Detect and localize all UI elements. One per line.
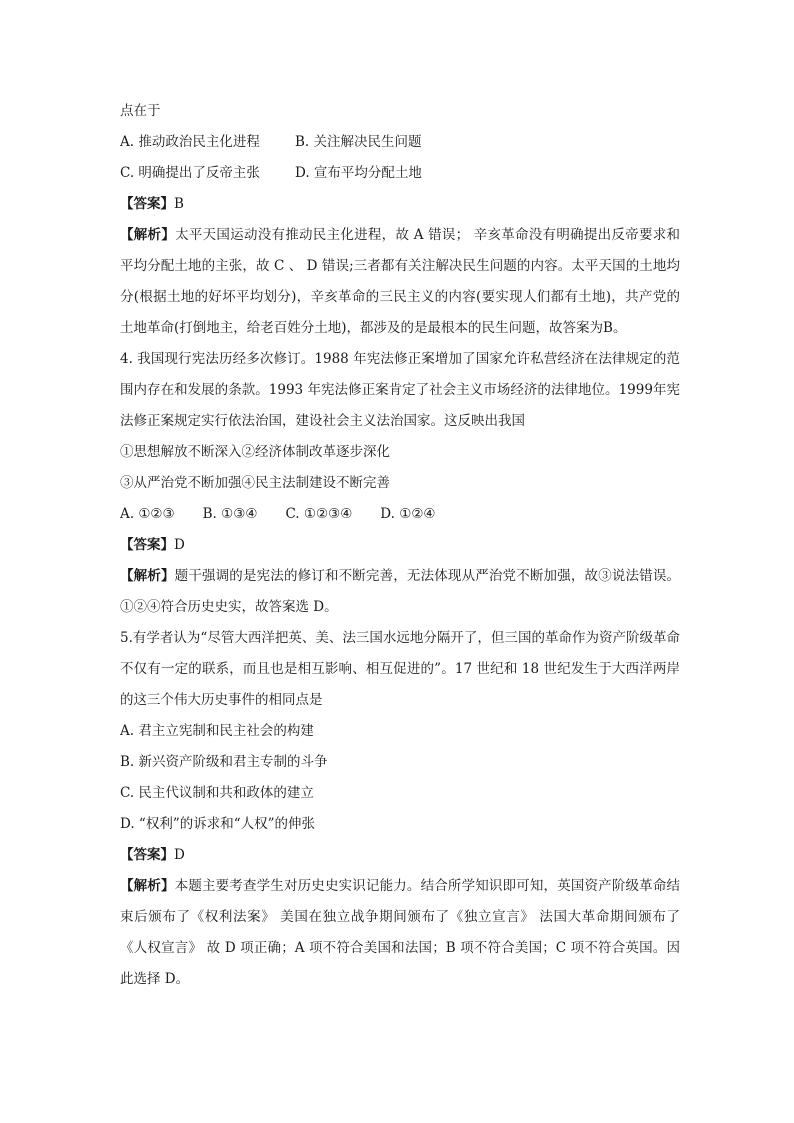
question-5-option-b: B. 新兴资产阶级和君主专制的斗争 <box>120 754 328 770</box>
analysis-label: 【解析】 <box>120 878 175 894</box>
answer-value: B <box>174 196 184 212</box>
question-5-analysis <box>120 871 680 995</box>
question-3-options-row-1 <box>120 127 680 158</box>
answer-label: 【答案】 <box>120 196 174 212</box>
question-3-answer <box>120 189 680 220</box>
question-4-option-c: C. ①②③④ <box>285 506 353 522</box>
analysis-text: 题干强调的是宪法的修订和不断完善，无法体现从严治党不断加强，故③说法错误。①②④符合历史史实，故答案选 D。 <box>120 568 681 615</box>
question-3-options-row-2 <box>120 158 680 189</box>
question-5-answer <box>120 840 680 871</box>
question-5-option-c: C. 民主代议制和共和政体的建立 <box>120 785 314 801</box>
analysis-label: 【解析】 <box>120 568 175 584</box>
answer-value: D <box>174 847 185 863</box>
question-4-statements-2: ③从严治党不断加强④民主法制建设不断完善 <box>120 475 390 491</box>
question-4-option-b: B. ①③④ <box>202 506 258 522</box>
question-3-analysis <box>120 220 680 344</box>
question-5-option-d: D. “权利”的诉求和“人权”的伸张 <box>120 816 316 832</box>
question-3-option-b: B. 关注解决民生问题 <box>295 134 422 150</box>
question-4-stem: 4. 我国现行宪法历经多次修订。1988 年宪法修正案增加了国家允许私营经济在法律规定的范围内存在和发展的条款。1993 年宪法修正案肯定了社会主义市场经济的法律地位。1999年宪法修正案规定实行依法治国，建设社会主义法治国家。这反映出我国 <box>120 351 680 429</box>
question-5-option-a: A. 君主立宪制和民主社会的构建 <box>120 723 314 739</box>
question-3-option-a: A. 推动政治民主化进程 <box>120 134 260 150</box>
question-4-analysis <box>120 561 680 623</box>
question-4-answer <box>120 530 680 561</box>
analysis-label: 【解析】 <box>120 227 176 243</box>
answer-label: 【答案】 <box>120 847 174 863</box>
answer-value: D <box>174 537 185 553</box>
question-4-options-row <box>120 499 680 530</box>
question-3-option-c: C. 明确提出了反帝主张 <box>120 165 260 181</box>
question-4-option-a: A. ①②③ <box>120 506 175 522</box>
analysis-text: 太平天国运动没有推动民主化进程，故 A 错误； 辛亥革命没有明确提出反帝要求和平均分配土地的主张，故 C 、 D 错误;三者都有关注解决民生问题的内容。太平天国的土地均分(根据土地的好坏平均划分)，辛亥革命的三民主义的内容(要实现人们都有土地)，共产党的土地革命(打倒地主，给老百姓分土地)，都涉及的是最根本的民生问题，故答案为B。 <box>120 227 681 336</box>
question-5-stem: 5.有学者认为“尽管大西洋把英、美、法三国水远地分隔开了，但三国的革命作为资产阶级革命不仅有一定的联系，而且也是相互影响、相互促进的”。17 世纪和 18 世纪发生于大西洋两岸的这三个伟大历史事件的相同点是 <box>120 630 680 708</box>
question-3-option-d: D. 宣布平均分配土地 <box>295 165 422 181</box>
answer-label: 【答案】 <box>120 537 174 553</box>
analysis-text: 本题主要考查学生对历史史实识记能力。结合所学知识即可知，英国资产阶级革命结束后颁布了《权利法案》 美国在独立战争期间颁布了《独立宣言》 法国大革命期间颁布了《人权宣言》 故 D 项正确；A 项不符合美国和法国；B 项不符合美国；C 项不符合英国。因此选择 D。 <box>120 878 681 987</box>
document-page <box>120 96 680 995</box>
question-4-option-d: D. ①②④ <box>380 506 436 522</box>
question-4-statements-1: ①思想解放不断深入②经济体制改革逐步深化 <box>120 444 390 460</box>
question-3-stem-tail: 点在于 <box>120 103 161 119</box>
